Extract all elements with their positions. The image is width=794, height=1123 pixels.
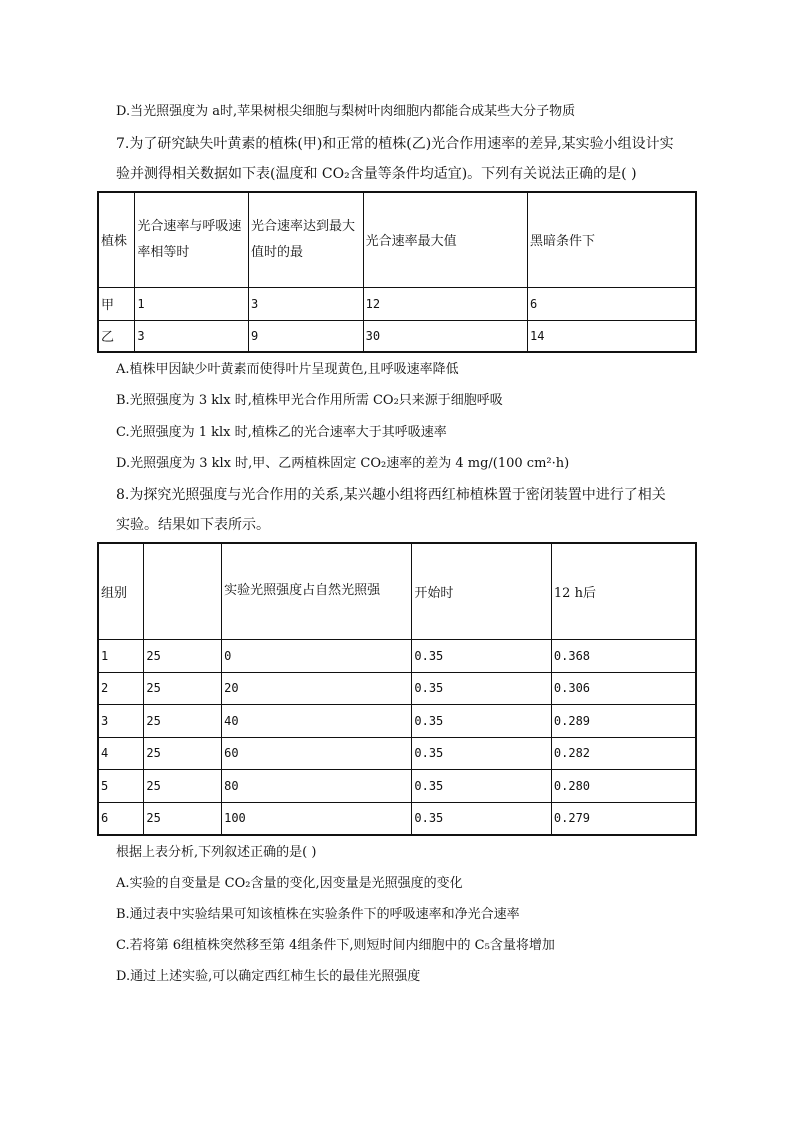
table-cell: 100 bbox=[222, 802, 412, 835]
table-cell: 4 bbox=[98, 737, 144, 769]
table-cell: 0.35 bbox=[412, 672, 552, 704]
table-row bbox=[98, 802, 696, 835]
q8-option-b: B.通过表中实验结果可知该植株在实验条件下的呼吸速率和净光合速率 bbox=[116, 907, 520, 922]
q8-question: 根据上表分析,下列叙述正确的是( ) bbox=[116, 845, 317, 860]
table-row bbox=[98, 769, 696, 802]
header-cell: 组别 bbox=[98, 543, 144, 639]
table-cell: 80 bbox=[222, 769, 412, 802]
table-cell: 12 bbox=[363, 287, 527, 320]
table-cell: 25 bbox=[144, 639, 222, 672]
q8-option-d: D.通过上述实验,可以确定西红柿生长的最佳光照强度 bbox=[116, 969, 421, 984]
table-cell: 25 bbox=[144, 737, 222, 769]
table-cell: 5 bbox=[98, 769, 144, 802]
header-cell: 光合速率最大值 bbox=[363, 192, 527, 287]
table-cell: 3 bbox=[135, 320, 249, 352]
table-cell: 3 bbox=[98, 704, 144, 737]
table-header-row bbox=[98, 192, 696, 287]
q8-option-a: A.实验的自变量是 CO₂含量的变化,因变量是光照强度的变化 bbox=[116, 876, 463, 891]
table-row bbox=[98, 320, 696, 352]
table-cell: 0.35 bbox=[412, 737, 552, 769]
table-cell: 0.35 bbox=[412, 639, 552, 672]
header-cell bbox=[144, 543, 222, 639]
table-row bbox=[98, 287, 696, 320]
table-cell: 2 bbox=[98, 672, 144, 704]
table-cell: 6 bbox=[98, 802, 144, 835]
table-row bbox=[98, 704, 696, 737]
q7-stem-line-2: 验并测得相关数据如下表(温度和 CO₂含量等条件均适宜)。下列有关说法正确的是( ) bbox=[116, 166, 637, 182]
table-cell: 1 bbox=[135, 287, 249, 320]
q7-option-c: C.光照强度为 1 klx 时,植株乙的光合速率大于其呼吸速率 bbox=[116, 425, 447, 440]
table-cell: 1 bbox=[98, 639, 144, 672]
table-cell: 9 bbox=[249, 320, 364, 352]
table-cell: 0.35 bbox=[412, 802, 552, 835]
table-cell: 14 bbox=[528, 320, 696, 352]
header-cell: 植株 bbox=[98, 192, 135, 287]
table-cell: 0.282 bbox=[551, 737, 696, 769]
table-cell: 40 bbox=[222, 704, 412, 737]
q8-option-c: C.若将第 6组植株突然移至第 4组条件下,则短时间内细胞中的 C₅含量将增加 bbox=[116, 938, 555, 953]
table-cell: 0.35 bbox=[412, 769, 552, 802]
table-cell: 25 bbox=[144, 769, 222, 802]
q6-option-d: D.当光照强度为 a时,苹果树根尖细胞与梨树叶肉细胞内都能合成某些大分子物质 bbox=[116, 104, 576, 119]
header-cell: 光合速率达到最大值时的最 bbox=[249, 192, 364, 287]
table-cell: 0.289 bbox=[551, 704, 696, 737]
header-cell: 12 h后 bbox=[551, 543, 696, 639]
table-header-row bbox=[98, 543, 696, 639]
q7-stem-line-1: 7.为了研究缺失叶黄素的植株(甲)和正常的植株(乙)光合作用速率的差异,某实验小组设计实 bbox=[116, 136, 674, 152]
q7-table bbox=[97, 191, 697, 353]
table-cell: 0.35 bbox=[412, 704, 552, 737]
q8-table bbox=[97, 542, 697, 836]
table-cell: 6 bbox=[528, 287, 696, 320]
q7-stem bbox=[116, 129, 686, 189]
q8-stem bbox=[116, 480, 686, 540]
table-cell: 25 bbox=[144, 802, 222, 835]
table-cell: 乙 bbox=[98, 320, 135, 352]
table-cell: 甲 bbox=[98, 287, 135, 320]
q7-option-d: D.光照强度为 3 klx 时,甲、乙两植株固定 CO₂速率的差为 4 mg/(100 cm²·h) bbox=[116, 456, 570, 471]
table-cell: 25 bbox=[144, 704, 222, 737]
table-cell: 0.279 bbox=[551, 802, 696, 835]
q7-option-a: A.植株甲因缺少叶黄素而使得叶片呈现黄色,且呼吸速率降低 bbox=[116, 362, 459, 377]
header-cell: 实验光照强度占自然光照强 bbox=[222, 543, 412, 639]
header-cell: 黑暗条件下 bbox=[528, 192, 696, 287]
table-row bbox=[98, 737, 696, 769]
table-row bbox=[98, 672, 696, 704]
table-cell: 30 bbox=[363, 320, 527, 352]
table-row bbox=[98, 639, 696, 672]
q8-stem-line-2: 实验。结果如下表所示。 bbox=[116, 517, 270, 533]
table-cell: 60 bbox=[222, 737, 412, 769]
header-cell: 开始时 bbox=[412, 543, 552, 639]
table-cell: 20 bbox=[222, 672, 412, 704]
table-cell: 0.280 bbox=[551, 769, 696, 802]
table-cell: 0.368 bbox=[551, 639, 696, 672]
header-cell: 光合速率与呼吸速率相等时 bbox=[135, 192, 249, 287]
table-cell: 3 bbox=[249, 287, 364, 320]
q7-option-b: B.光照强度为 3 klx 时,植株甲光合作用所需 CO₂只来源于细胞呼吸 bbox=[116, 393, 503, 408]
table-cell: 0 bbox=[222, 639, 412, 672]
table-cell: 25 bbox=[144, 672, 222, 704]
q8-stem-line-1: 8.为探究光照强度与光合作用的关系,某兴趣小组将西红柿植株置于密闭装置中进行了相关 bbox=[116, 487, 666, 503]
table-cell: 0.306 bbox=[551, 672, 696, 704]
